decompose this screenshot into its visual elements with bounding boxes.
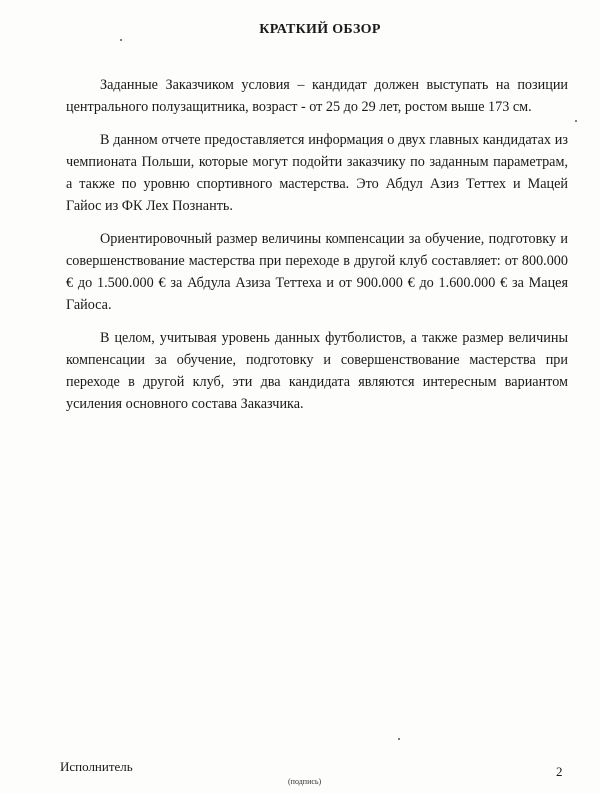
- scan-speck: [120, 39, 122, 41]
- paragraph-compensation: Ориентировочный размер величины компенсации за обучение, подготовку и совершенствование мастерства при переходе в другой клуб составляет: от 800.000 € до 1.500.000 € за Абдула Азиза Теттеха и от 900.000 € до 1.600.000 € за Мацея Гайоса.: [66, 231, 568, 313]
- page-number: 2: [556, 764, 563, 779]
- signer-label: Исполнитель: [60, 759, 133, 774]
- paragraph-requirements: Заданные Заказчиком условия – кандидат должен выступать на позиции центрального полузащитника, возраст - от 25 до 29 лет, ростом выше 173 см.: [66, 77, 568, 115]
- scan-speck: [398, 738, 400, 740]
- signature-caption: (подпись): [288, 777, 322, 786]
- page-title: КРАТКИЙ ОБЗОР: [259, 22, 381, 37]
- paragraph-conclusion: В целом, учитывая уровень данных футболистов, а также размер величины компенсации за обучение, подготовку и совершенствование мастерства при переходе в другой клуб, эти два кандидата являются интересным вариантом усиления основного состава Заказчика.: [66, 330, 568, 412]
- document-body: [66, 74, 568, 415]
- paragraph-candidates: В данном отчете предоставляется информация о двух главных кандидатах из чемпионата Польши, которые могут подойти заказчику по заданным параметрам, а также по уровню спортивного мастерства. Это Абдул Азиз Теттех и Мацей Гайос из ФК Лех Познанть.: [66, 132, 568, 214]
- scan-speck: [575, 120, 577, 122]
